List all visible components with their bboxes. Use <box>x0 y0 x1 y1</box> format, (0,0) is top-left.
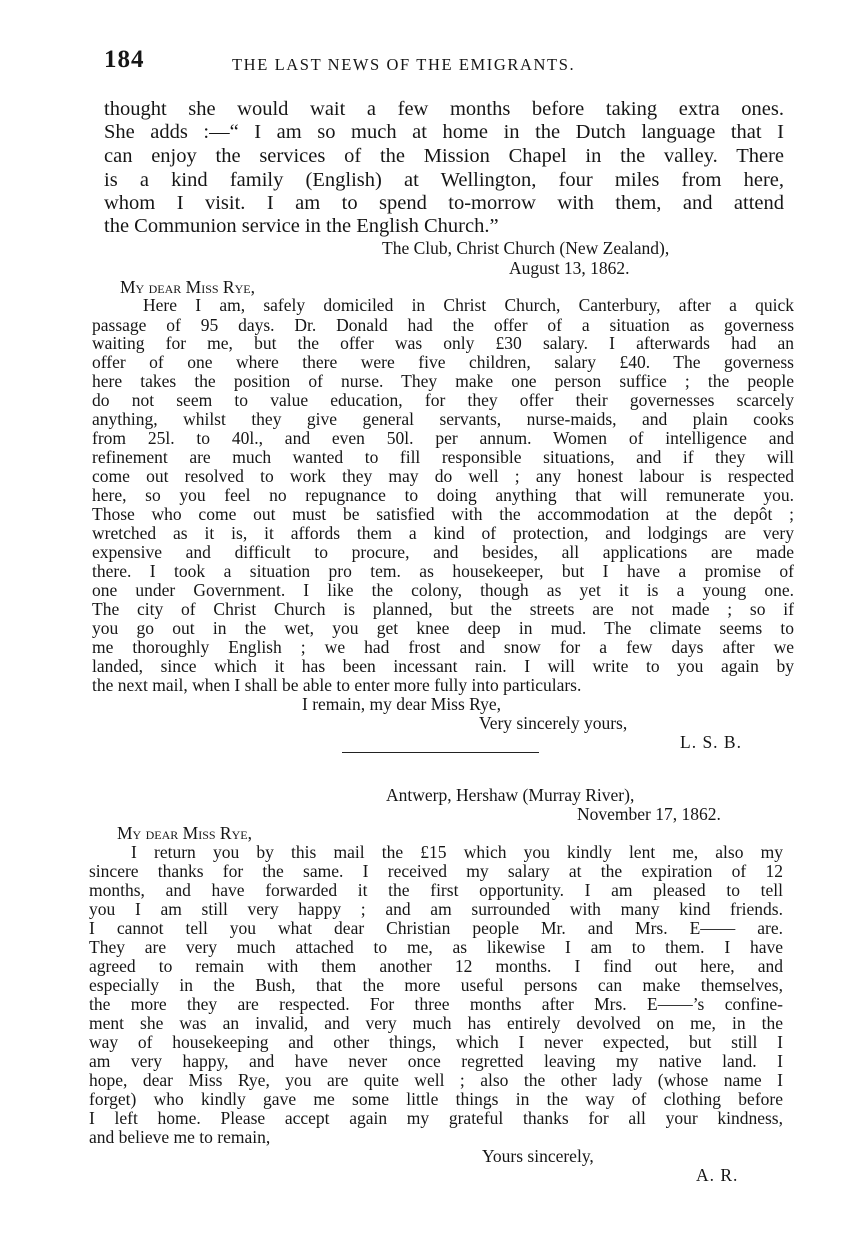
text-line: Here I am, safely domiciled in Christ Church, Canterbury, after a quick <box>143 295 794 315</box>
text-line: thought she would wait a few months before taking extra ones. <box>104 98 784 120</box>
running-title: THE LAST NEWS OF THE EMIGRANTS. <box>232 55 576 74</box>
text-line: landed, since which it has been incessant rain. I will write to you again by <box>92 656 794 676</box>
page-number: 184 <box>104 46 145 73</box>
text-line: from 25l. to 40l., and even 50l. per annum. Women of intelligence and <box>92 428 794 448</box>
text-line: one under Government. I like the colony, though as yet it is a young one. <box>92 580 794 600</box>
text-line: anything, whilst they give general servants, nurse-maids, and plain cooks <box>92 409 794 429</box>
text-line: am very happy, and have never once regretted leaving my native land. I <box>89 1051 783 1071</box>
text-line: offer of one where there were five children, salary £40. The governess <box>92 352 794 372</box>
text-line: They are very much attached to me, as likewise I am to them. I have <box>89 937 783 957</box>
text-line: passage of 95 days. Dr. Donald had the offer of a situation as governess <box>92 315 794 335</box>
text-line: ment she was an invalid, and very much has entirely devolved on me, in the <box>89 1013 783 1033</box>
text-line: waiting for me, but the offer was only £30 salary. I afterwards had an <box>92 333 794 353</box>
letter-closing: Yours sincerely, <box>482 1146 594 1166</box>
text-line: you go out in the wet, you get knee deep in mud. The climate seems to <box>92 618 794 638</box>
text-line: can enjoy the services of the Mission Chapel in the valley. There <box>104 145 784 167</box>
text-line: forget) who kindly gave me some little things in the way of clothing before <box>89 1089 783 1109</box>
letter-signature: L. S. B. <box>680 732 742 752</box>
text-line: months, and have forwarded it the first opportunity. I am pleased to tell <box>89 880 783 900</box>
text-line: is a kind family (English) at Wellington, four miles from here, <box>104 169 784 191</box>
text-line: I return you by this mail the £15 which you kindly lent me, also my <box>131 842 783 862</box>
letter-date: August 13, 1862. <box>509 258 630 278</box>
letter-salutation: My dear Miss Rye, <box>117 823 252 843</box>
letter-closing: Very sincerely yours, <box>479 713 628 733</box>
text-line: do not seem to value education, for they offer their governesses scarcely <box>92 390 794 410</box>
text-line: The city of Christ Church is planned, but the streets are not made ; so if <box>92 599 794 619</box>
letter-closing: I remain, my dear Miss Rye, <box>302 694 502 714</box>
text-line: you I am still very happy ; and am surrounded with many kind friends. <box>89 899 783 919</box>
text-line: here, so you feel no repugnance to doing anything that will remunerate you. <box>92 485 794 505</box>
text-line: way of housekeeping and other things, which I never expected, but still I <box>89 1032 783 1052</box>
text-line: the Communion service in the English Church.” <box>104 215 499 237</box>
text-line: wretched as it is, it affords them a kind of protection, and lodgings are very <box>92 523 794 543</box>
text-line: I cannot tell you what dear Christian people Mr. and Mrs. E—— are. <box>89 918 783 938</box>
text-line: I left home. Please accept again my grateful thanks for all your kindness, <box>89 1108 783 1128</box>
text-line: me thoroughly English ; we had frost and snow for a few days after we <box>92 637 794 657</box>
letter-place: Antwerp, Hershaw (Murray River), <box>386 785 635 805</box>
text-line: She adds :—“ I am so much at home in the Dutch language that I <box>104 121 784 143</box>
text-line: Those who come out must be satisfied with the accommodation at the depôt ; <box>92 504 794 524</box>
text-line: and believe me to remain, <box>89 1127 271 1147</box>
text-line: hope, dear Miss Rye, you are quite well ; also the other lady (whose name I <box>89 1070 783 1090</box>
letter-date: November 17, 1862. <box>577 804 721 824</box>
text-line: refinement are much wanted to fill responsible situations, and if they will <box>92 447 794 467</box>
page-header <box>104 46 784 82</box>
text-line: whom I visit. I am to spend to-morrow with them, and attend <box>104 192 784 214</box>
text-line: sincere thanks for the same. I received my salary at the expiration of 12 <box>89 861 783 881</box>
letter-place: The Club, Christ Church (New Zealand), <box>382 238 670 258</box>
text-line: the more they are respected. For three months after Mrs. E——’s confine- <box>89 994 783 1014</box>
text-line: agreed to remain with them another 12 months. I find out here, and <box>89 956 783 976</box>
text-line: come out resolved to work they may do well ; any honest labour is respected <box>92 466 794 486</box>
text-line: there. I took a situation pro tem. as housekeeper, but I have a promise of <box>92 561 794 581</box>
text-line: here takes the position of nurse. They make one person suffice ; the people <box>92 371 794 391</box>
letter-signature: A. R. <box>696 1165 739 1185</box>
letter-salutation: My dear Miss Rye, <box>120 277 255 297</box>
text-line: expensive and difficult to procure, and besides, all applications are made <box>92 542 794 562</box>
text-line: especially in the Bush, that the more useful persons can make themselves, <box>89 975 783 995</box>
text-line: the next mail, when I shall be able to enter more fully into particulars. <box>92 675 582 695</box>
section-divider <box>342 752 539 753</box>
